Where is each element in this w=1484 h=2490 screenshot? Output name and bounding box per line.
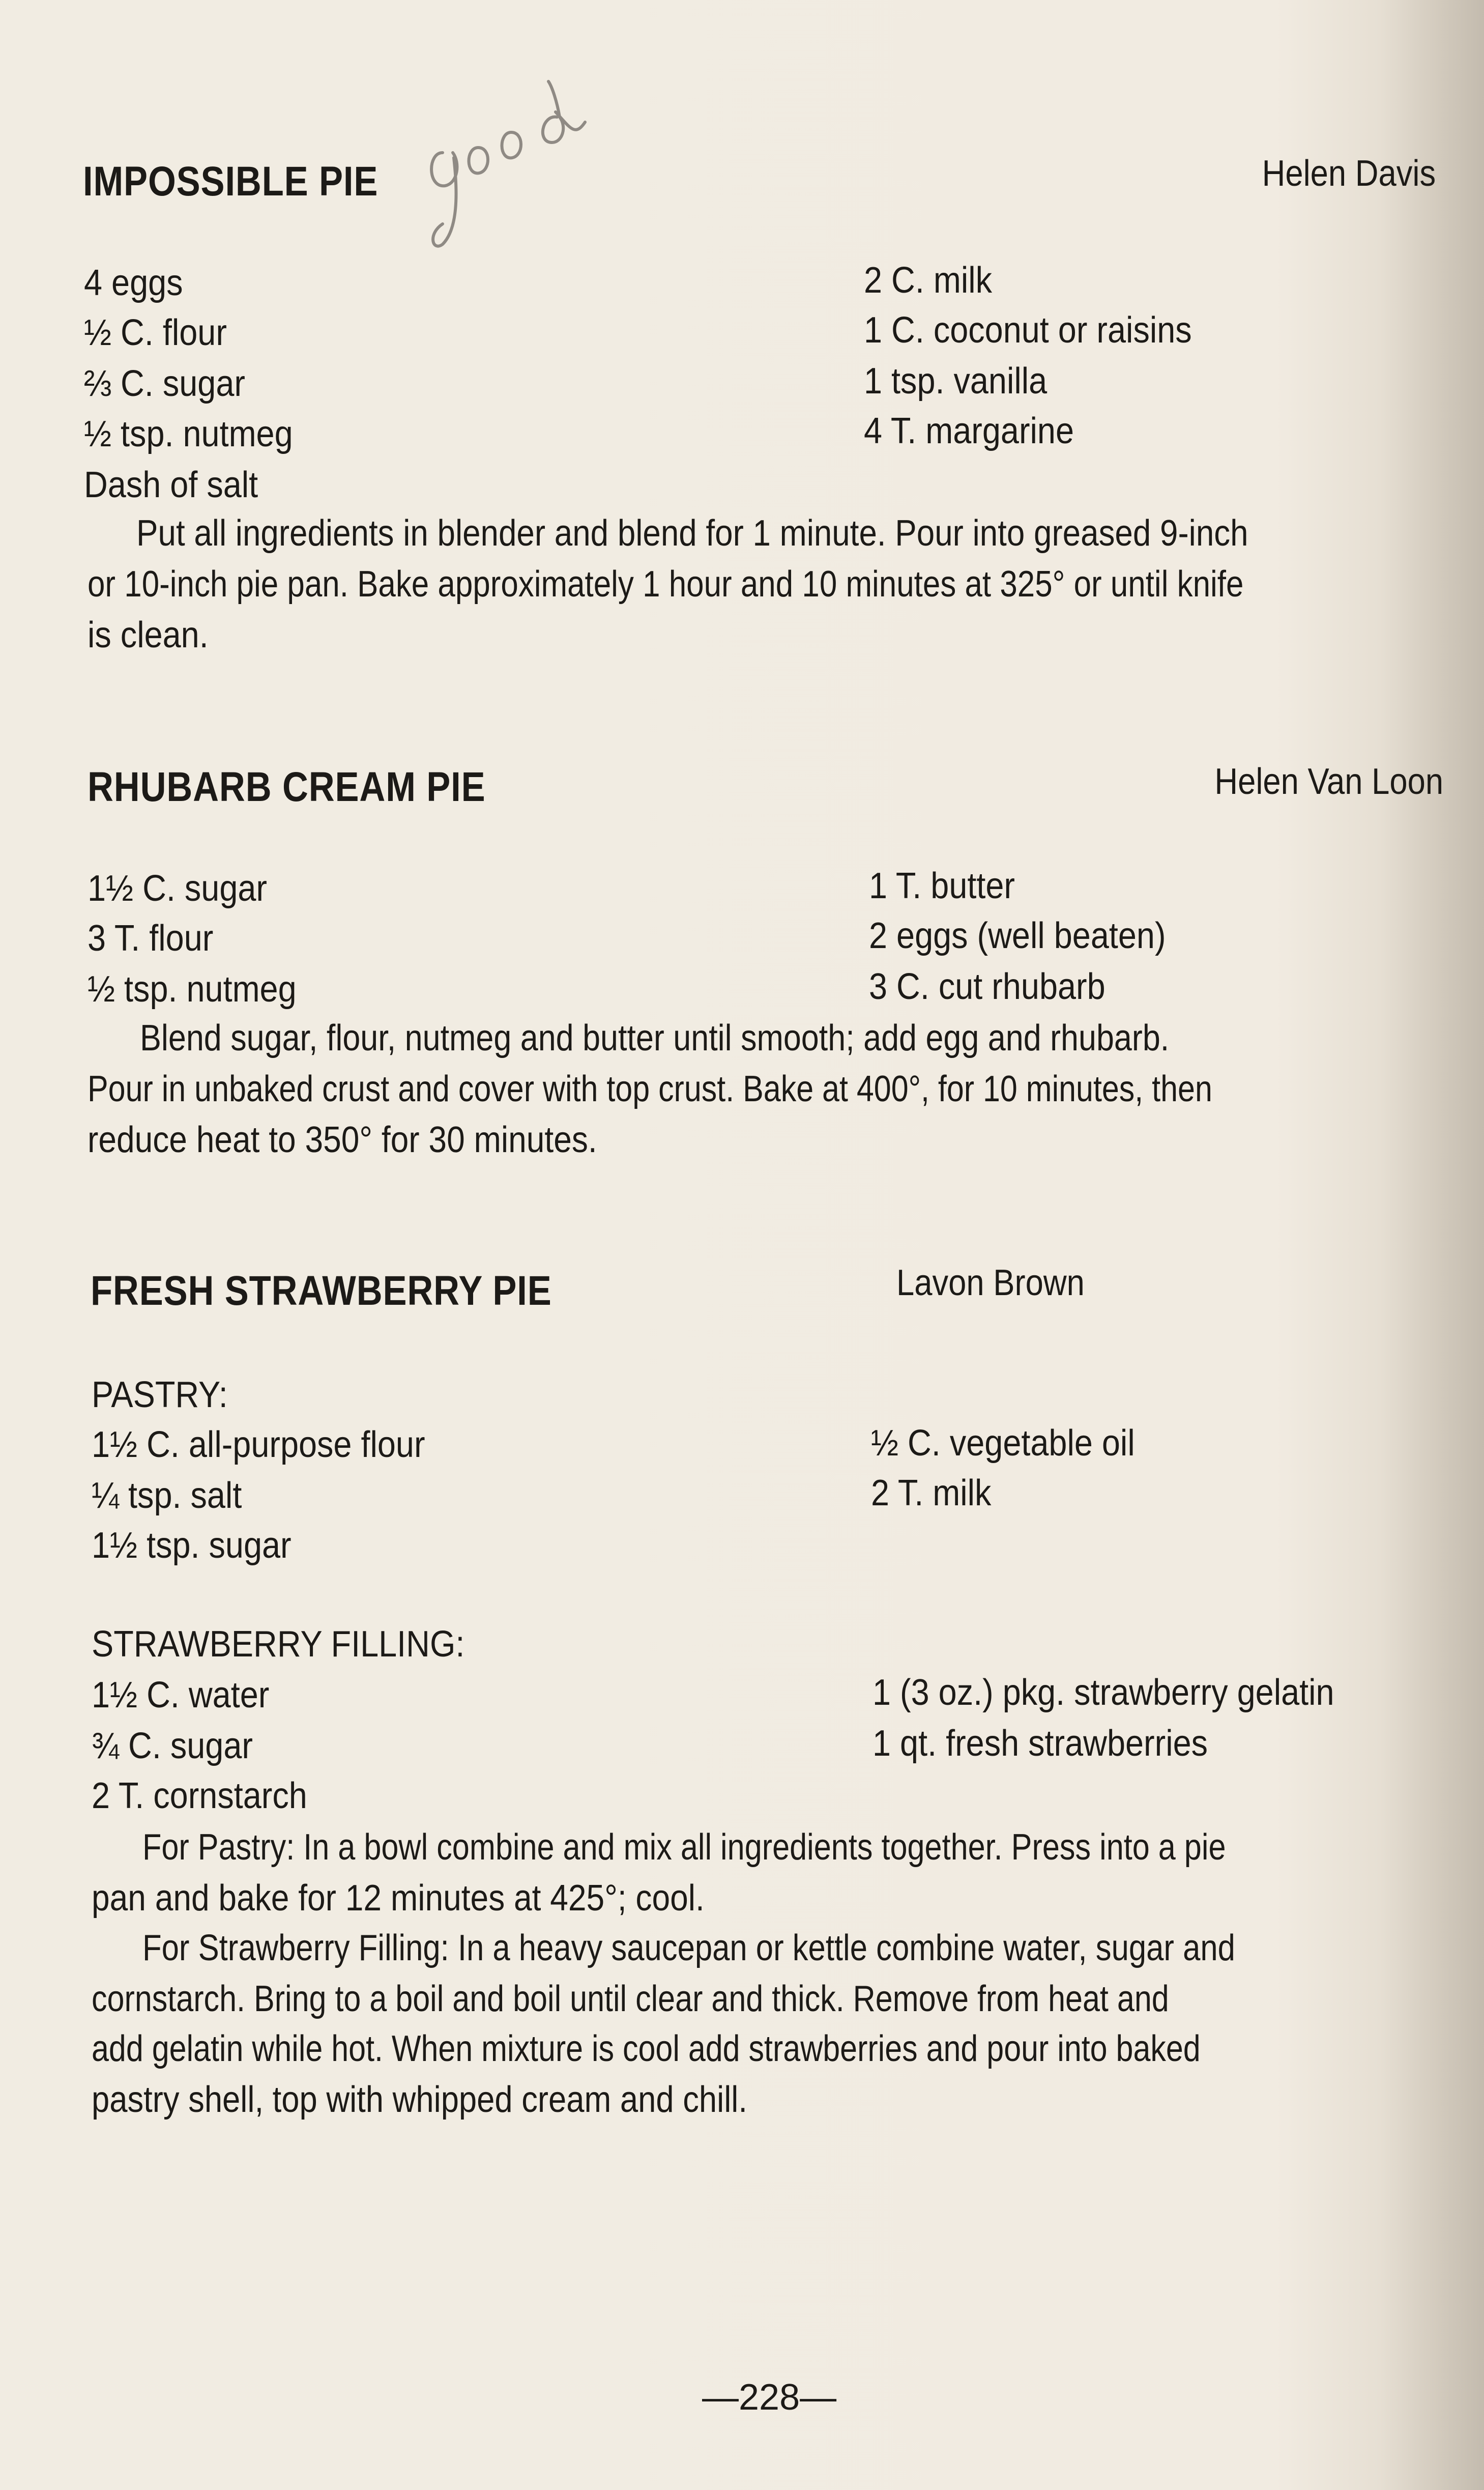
ingredient: 1½ C. sugar xyxy=(88,868,267,909)
recipe-author: Helen Van Loon xyxy=(1214,761,1443,802)
instruction-line: cornstarch. Bring to a boil and boil until clear and thick. Remove from heat and xyxy=(92,1979,1169,2019)
ingredient: 1 tsp. vanilla xyxy=(864,361,1047,402)
ingredient: 1 qt. fresh strawberries xyxy=(872,1723,1208,1764)
ingredient: 2 T. milk xyxy=(871,1473,992,1513)
page-number: —228— xyxy=(702,2377,837,2418)
ingredient: ¾ C. sugar xyxy=(92,1726,253,1766)
ingredient: 3 T. flour xyxy=(88,918,214,959)
instruction-line: add gelatin while hot. When mixture is cool add strawberries and pour into baked xyxy=(92,2028,1201,2069)
handwritten-note xyxy=(422,76,605,260)
ingredient: 1½ C. all-purpose flour xyxy=(92,1424,425,1465)
ingredient: ½ tsp. nutmeg xyxy=(88,969,297,1010)
recipe-title: RHUBARB CREAM PIE xyxy=(88,764,486,810)
instruction-line: Blend sugar, flour, nutmeg and butter until smooth; add egg and rhubarb. xyxy=(140,1018,1170,1058)
instruction-line: reduce heat to 350° for 30 minutes. xyxy=(88,1120,597,1160)
instruction-line: Pour in unbaked crust and cover with top crust. Bake at 400°, for 10 minutes, then xyxy=(88,1069,1212,1109)
ingredient: 4 eggs xyxy=(84,263,183,303)
ingredient: 1 (3 oz.) pkg. strawberry gelatin xyxy=(872,1672,1334,1713)
section-heading: PASTRY: xyxy=(92,1375,228,1415)
ingredient: 2 T. cornstarch xyxy=(92,1776,307,1816)
recipe-author: Lavon Brown xyxy=(896,1263,1085,1303)
instruction-line: For Strawberry Filling: In a heavy saucepan or kettle combine water, sugar and xyxy=(142,1928,1235,1968)
ingredient: 1 C. coconut or raisins xyxy=(864,310,1192,351)
ingredient: 2 C. milk xyxy=(864,260,993,301)
ingredient: ⅔ C. sugar xyxy=(84,363,245,404)
instruction-line: Put all ingredients in blender and blend for 1 minute. Pour into greased 9-inch xyxy=(136,513,1248,554)
recipe-author: Helen Davis xyxy=(1262,153,1436,194)
instruction-line: For Pastry: In a bowl combine and mix all ingredients together. Press into a pie xyxy=(142,1827,1226,1868)
ingredient: ¼ tsp. salt xyxy=(92,1475,242,1516)
instruction-line: is clean. xyxy=(88,615,209,655)
ingredient: Dash of salt xyxy=(84,465,258,505)
section-heading: STRAWBERRY FILLING: xyxy=(92,1624,465,1665)
recipe-title: FRESH STRAWBERRY PIE xyxy=(91,1268,552,1314)
ingredient: 4 T. margarine xyxy=(864,411,1074,451)
ingredient: ½ C. flour xyxy=(84,312,227,353)
instruction-line: pan and bake for 12 minutes at 425°; cool. xyxy=(92,1878,705,1919)
ingredient: ½ tsp. nutmeg xyxy=(84,414,293,454)
ingredient: 1½ C. water xyxy=(92,1675,270,1715)
instruction-line: pastry shell, top with whipped cream and chill. xyxy=(92,2079,747,2120)
ingredient: 2 eggs (well beaten) xyxy=(869,915,1166,956)
ingredient: 1 T. butter xyxy=(869,866,1015,906)
ingredient: 1½ tsp. sugar xyxy=(92,1525,292,1566)
instruction-line: or 10-inch pie pan. Bake approximately 1 hour and 10 minutes at 325° or until knife xyxy=(88,564,1244,605)
ingredient: 3 C. cut rhubarb xyxy=(869,966,1105,1007)
ingredient: ½ C. vegetable oil xyxy=(871,1423,1135,1464)
recipe-title: IMPOSSIBLE PIE xyxy=(83,158,379,205)
